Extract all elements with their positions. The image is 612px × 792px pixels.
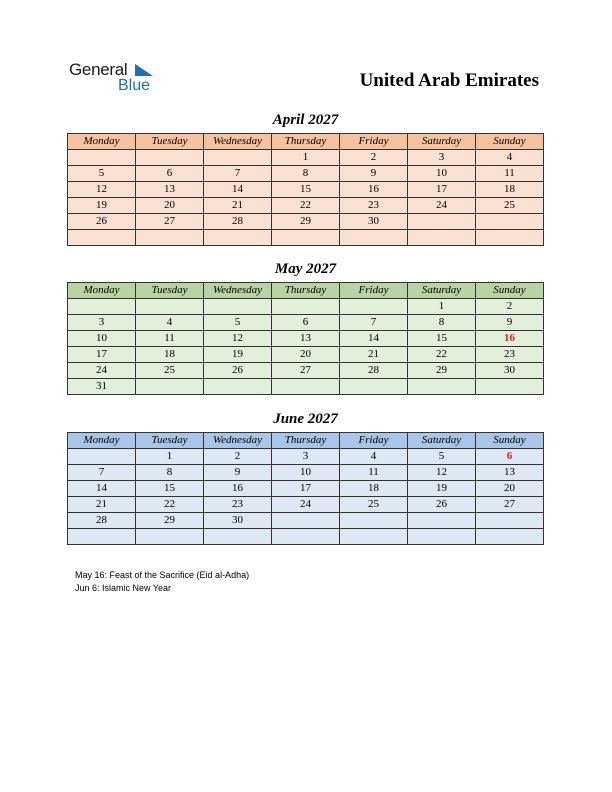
- week-row: [68, 166, 544, 182]
- week-row: [68, 198, 544, 214]
- day-cell: 24: [68, 363, 136, 379]
- week-row: [68, 299, 544, 315]
- day-cell: 4: [476, 150, 544, 166]
- week-row: [68, 347, 544, 363]
- calendar-june: [67, 432, 544, 545]
- week-row: [68, 497, 544, 513]
- day-cell: [476, 214, 544, 230]
- weekday-header: Friday: [340, 433, 408, 449]
- day-cell: 10: [68, 331, 136, 347]
- day-cell: 20: [136, 198, 204, 214]
- week-row: [68, 331, 544, 347]
- day-cell: 23: [476, 347, 544, 363]
- day-cell: 22: [136, 497, 204, 513]
- day-cell: [272, 513, 340, 529]
- day-cell: 2: [340, 150, 408, 166]
- day-cell: 22: [272, 198, 340, 214]
- day-cell: [68, 150, 136, 166]
- weekday-header: Saturday: [408, 134, 476, 150]
- weekday-header: Thursday: [272, 134, 340, 150]
- day-cell: 12: [68, 182, 136, 198]
- day-cell: 20: [272, 347, 340, 363]
- day-cell: 24: [272, 497, 340, 513]
- week-row: [68, 529, 544, 545]
- day-cell: 16: [204, 481, 272, 497]
- day-cell: 1: [272, 150, 340, 166]
- day-cell: [408, 529, 476, 545]
- day-cell: 6: [476, 449, 544, 465]
- country-title: United Arab Emirates: [359, 70, 539, 91]
- holiday-notes: [75, 569, 249, 595]
- day-cell: 25: [476, 198, 544, 214]
- day-cell: 13: [272, 331, 340, 347]
- day-cell: [136, 299, 204, 315]
- day-cell: 13: [136, 182, 204, 198]
- day-cell: 2: [204, 449, 272, 465]
- day-cell: [476, 230, 544, 246]
- day-cell: [136, 379, 204, 395]
- day-cell: 18: [136, 347, 204, 363]
- week-row: [68, 449, 544, 465]
- day-cell: [476, 379, 544, 395]
- weekday-header: Sunday: [476, 134, 544, 150]
- weekday-header: Tuesday: [136, 433, 204, 449]
- weekday-header: Monday: [68, 433, 136, 449]
- day-cell: 15: [272, 182, 340, 198]
- day-cell: [408, 214, 476, 230]
- day-cell: 20: [476, 481, 544, 497]
- day-cell: [204, 299, 272, 315]
- day-cell: [204, 150, 272, 166]
- day-cell: [408, 513, 476, 529]
- day-cell: [272, 379, 340, 395]
- weekday-header: Tuesday: [136, 134, 204, 150]
- day-cell: 19: [408, 481, 476, 497]
- day-cell: 4: [136, 315, 204, 331]
- day-cell: [136, 529, 204, 545]
- day-cell: 12: [408, 465, 476, 481]
- day-cell: 29: [408, 363, 476, 379]
- day-cell: 27: [476, 497, 544, 513]
- day-cell: 2: [476, 299, 544, 315]
- weekday-header-row: [68, 283, 544, 299]
- day-cell: 18: [476, 182, 544, 198]
- day-cell: 27: [136, 214, 204, 230]
- weekday-header-row: [68, 433, 544, 449]
- weekday-header: Saturday: [408, 283, 476, 299]
- day-cell: [68, 529, 136, 545]
- day-cell: 8: [408, 315, 476, 331]
- day-cell: [340, 230, 408, 246]
- day-cell: [476, 529, 544, 545]
- weekday-header: Monday: [68, 283, 136, 299]
- day-cell: 3: [272, 449, 340, 465]
- week-row: [68, 363, 544, 379]
- day-cell: 5: [408, 449, 476, 465]
- day-cell: [408, 230, 476, 246]
- day-cell: 28: [204, 214, 272, 230]
- day-cell: 10: [272, 465, 340, 481]
- logo-text-general: General: [69, 60, 128, 79]
- day-cell: 14: [204, 182, 272, 198]
- week-row: [68, 481, 544, 497]
- day-cell: [340, 513, 408, 529]
- day-cell: [340, 529, 408, 545]
- day-cell: 21: [340, 347, 408, 363]
- weekday-header: Sunday: [476, 433, 544, 449]
- day-cell: [340, 379, 408, 395]
- logo-flag-icon: [135, 64, 153, 78]
- day-cell: 15: [136, 481, 204, 497]
- day-cell: 8: [136, 465, 204, 481]
- day-cell: 6: [272, 315, 340, 331]
- day-cell: 16: [476, 331, 544, 347]
- month-title-may: May 2027: [274, 261, 337, 277]
- day-cell: 26: [408, 497, 476, 513]
- weekday-header: Thursday: [272, 283, 340, 299]
- day-cell: 25: [136, 363, 204, 379]
- day-cell: 7: [68, 465, 136, 481]
- weekday-header: Wednesday: [204, 433, 272, 449]
- day-cell: [136, 230, 204, 246]
- day-cell: 17: [272, 481, 340, 497]
- day-cell: [340, 299, 408, 315]
- day-cell: [204, 379, 272, 395]
- day-cell: 4: [340, 449, 408, 465]
- day-cell: 15: [408, 331, 476, 347]
- day-cell: 7: [204, 166, 272, 182]
- day-cell: 31: [68, 379, 136, 395]
- week-row: [68, 513, 544, 529]
- weekday-header: Wednesday: [204, 283, 272, 299]
- day-cell: 30: [476, 363, 544, 379]
- weekday-header: Friday: [340, 283, 408, 299]
- day-cell: 17: [408, 182, 476, 198]
- day-cell: 29: [136, 513, 204, 529]
- day-cell: 18: [340, 481, 408, 497]
- week-row: [68, 315, 544, 331]
- day-cell: 17: [68, 347, 136, 363]
- holiday-note: Jun 6: Islamic New Year: [75, 583, 172, 593]
- day-cell: 23: [204, 497, 272, 513]
- day-cell: 6: [136, 166, 204, 182]
- day-cell: 3: [68, 315, 136, 331]
- day-cell: 11: [340, 465, 408, 481]
- logo-text-blue: Blue: [118, 77, 151, 94]
- day-cell: [408, 379, 476, 395]
- day-cell: 11: [136, 331, 204, 347]
- weekday-header-row: [68, 134, 544, 150]
- day-cell: 28: [340, 363, 408, 379]
- week-row: [68, 230, 544, 246]
- day-cell: 1: [408, 299, 476, 315]
- day-cell: 11: [476, 166, 544, 182]
- day-cell: 26: [68, 214, 136, 230]
- day-cell: 9: [204, 465, 272, 481]
- day-cell: 9: [340, 166, 408, 182]
- day-cell: 23: [340, 198, 408, 214]
- day-cell: [204, 230, 272, 246]
- week-row: [68, 214, 544, 230]
- day-cell: [68, 299, 136, 315]
- day-cell: 19: [204, 347, 272, 363]
- week-row: [68, 379, 544, 395]
- day-cell: 19: [68, 198, 136, 214]
- day-cell: [272, 299, 340, 315]
- day-cell: 7: [340, 315, 408, 331]
- calendar-may: [67, 282, 544, 395]
- day-cell: [136, 150, 204, 166]
- day-cell: 21: [68, 497, 136, 513]
- day-cell: [204, 529, 272, 545]
- month-title-april: April 2027: [272, 112, 339, 128]
- week-row: [68, 182, 544, 198]
- day-cell: 30: [204, 513, 272, 529]
- weekday-header: Thursday: [272, 433, 340, 449]
- day-cell: 10: [408, 166, 476, 182]
- weekday-header: Wednesday: [204, 134, 272, 150]
- day-cell: [272, 230, 340, 246]
- day-cell: 30: [340, 214, 408, 230]
- calendar-april: [67, 133, 544, 246]
- day-cell: 27: [272, 363, 340, 379]
- day-cell: 25: [340, 497, 408, 513]
- day-cell: 29: [272, 214, 340, 230]
- weekday-header: Monday: [68, 134, 136, 150]
- weekday-header: Saturday: [408, 433, 476, 449]
- day-cell: 28: [68, 513, 136, 529]
- day-cell: 14: [68, 481, 136, 497]
- weekday-header: Friday: [340, 134, 408, 150]
- day-cell: 22: [408, 347, 476, 363]
- weekday-header: Tuesday: [136, 283, 204, 299]
- day-cell: 21: [204, 198, 272, 214]
- week-row: [68, 150, 544, 166]
- day-cell: [272, 529, 340, 545]
- day-cell: 3: [408, 150, 476, 166]
- day-cell: [68, 230, 136, 246]
- day-cell: 12: [204, 331, 272, 347]
- holiday-note: May 16: Feast of the Sacrifice (Eid al-Adha): [75, 570, 250, 580]
- day-cell: 16: [340, 182, 408, 198]
- day-cell: 26: [204, 363, 272, 379]
- day-cell: [68, 449, 136, 465]
- weekday-header: Sunday: [476, 283, 544, 299]
- day-cell: 1: [136, 449, 204, 465]
- day-cell: 5: [68, 166, 136, 182]
- day-cell: [476, 513, 544, 529]
- generalblue-logo: [69, 60, 169, 96]
- day-cell: 14: [340, 331, 408, 347]
- week-row: [68, 465, 544, 481]
- month-title-june: June 2027: [273, 411, 338, 427]
- day-cell: 13: [476, 465, 544, 481]
- day-cell: 5: [204, 315, 272, 331]
- day-cell: 8: [272, 166, 340, 182]
- day-cell: 9: [476, 315, 544, 331]
- day-cell: 24: [408, 198, 476, 214]
